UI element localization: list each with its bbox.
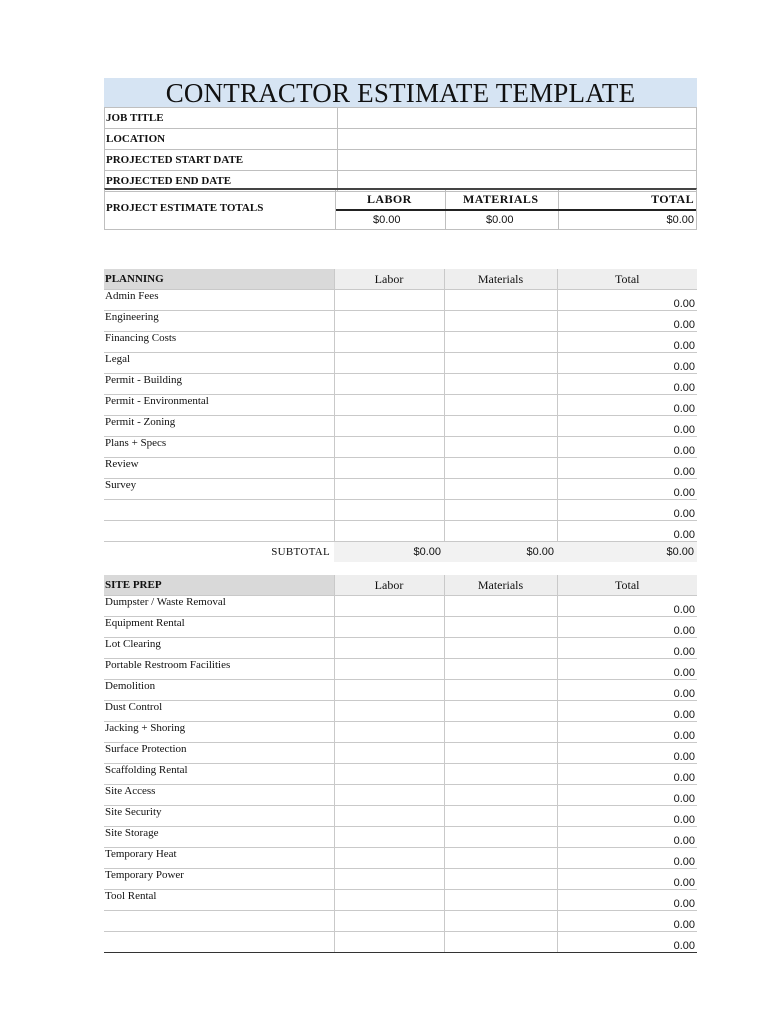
page-title: CONTRACTOR ESTIMATE TEMPLATE (104, 78, 697, 107)
labor-cell[interactable] (334, 617, 444, 638)
line-item-label[interactable]: Jacking + Shoring (104, 722, 334, 743)
labor-cell[interactable] (334, 869, 444, 890)
materials-cell[interactable] (444, 701, 557, 722)
table-row (104, 869, 697, 890)
table-row (104, 722, 697, 743)
info-label: JOB TITLE (105, 108, 338, 129)
total-cell: 0.00 (557, 680, 697, 701)
line-item-label[interactable]: Plans + Specs (104, 437, 334, 458)
table-row (104, 890, 697, 911)
labor-cell[interactable] (334, 911, 444, 932)
labor-cell[interactable] (334, 416, 444, 437)
table-row (104, 764, 697, 785)
table-row (104, 437, 697, 458)
column-header-labor: Labor (334, 269, 444, 290)
table-row (104, 596, 697, 617)
total-cell: 0.00 (557, 827, 697, 848)
totals-labor-value: $0.00 (373, 214, 401, 226)
table-row (104, 932, 697, 953)
labor-cell[interactable] (334, 827, 444, 848)
table-row (104, 617, 697, 638)
labor-cell[interactable] (334, 311, 444, 332)
table-row (104, 395, 697, 416)
materials-cell[interactable] (444, 353, 557, 374)
total-cell: 0.00 (557, 890, 697, 911)
total-cell: 0.00 (557, 743, 697, 764)
job-info-table (104, 107, 697, 192)
totals-header-underline (336, 209, 696, 211)
labor-cell[interactable] (334, 743, 444, 764)
labor-cell[interactable] (334, 680, 444, 701)
total-cell: 0.00 (557, 521, 697, 542)
info-label: PROJECTED END DATE (105, 171, 338, 192)
subtotal-labor: $0.00 (334, 542, 444, 563)
column-header-labor: Labor (334, 575, 444, 596)
column-header-materials: Materials (444, 575, 557, 596)
materials-cell[interactable] (444, 617, 557, 638)
labor-cell[interactable] (334, 353, 444, 374)
info-row-job-title (105, 108, 697, 129)
materials-cell[interactable] (444, 911, 557, 932)
line-item-label[interactable]: Survey (104, 479, 334, 500)
table-row (104, 290, 697, 311)
labor-cell[interactable] (334, 596, 444, 617)
materials-cell[interactable] (444, 500, 557, 521)
project-estimate-totals (104, 188, 697, 230)
total-cell: 0.00 (557, 479, 697, 500)
total-cell: 0.00 (557, 722, 697, 743)
subtotal-materials: $0.00 (444, 542, 557, 563)
materials-cell[interactable] (444, 680, 557, 701)
table-row (104, 701, 697, 722)
line-item-label[interactable]: Engineering (104, 311, 334, 332)
materials-cell[interactable] (444, 395, 557, 416)
total-cell: 0.00 (557, 638, 697, 659)
materials-cell[interactable] (444, 479, 557, 500)
total-cell: 0.00 (557, 617, 697, 638)
table-row (104, 311, 697, 332)
info-row-location (105, 129, 697, 150)
total-cell: 0.00 (557, 458, 697, 479)
table-row (104, 827, 697, 848)
line-item-label[interactable]: Site Security (104, 806, 334, 827)
line-item-label[interactable] (104, 932, 334, 953)
table-row (104, 374, 697, 395)
table-row (104, 659, 697, 680)
total-cell: 0.00 (557, 911, 697, 932)
materials-cell[interactable] (444, 869, 557, 890)
materials-cell[interactable] (444, 311, 557, 332)
labor-cell[interactable] (334, 437, 444, 458)
materials-cell[interactable] (444, 458, 557, 479)
planning-section (104, 269, 697, 562)
total-cell: 0.00 (557, 869, 697, 890)
section-header-row (104, 575, 697, 596)
location-field[interactable] (338, 129, 697, 150)
labor-cell[interactable] (334, 890, 444, 911)
table-row (104, 911, 697, 932)
materials-cell[interactable] (444, 722, 557, 743)
line-item-label[interactable]: Permit - Environmental (104, 395, 334, 416)
totals-materials-header: MATERIALS (463, 192, 539, 206)
section-header-row (104, 269, 697, 290)
line-item-label[interactable]: Dust Control (104, 701, 334, 722)
totals-materials-value: $0.00 (486, 214, 514, 226)
line-item-label[interactable]: Temporary Power (104, 869, 334, 890)
materials-cell[interactable] (444, 932, 557, 953)
labor-cell[interactable] (334, 500, 444, 521)
total-cell: 0.00 (557, 806, 697, 827)
labor-cell[interactable] (334, 932, 444, 953)
materials-cell[interactable] (444, 437, 557, 458)
materials-cell[interactable] (444, 596, 557, 617)
total-cell: 0.00 (557, 596, 697, 617)
labor-cell[interactable] (334, 638, 444, 659)
column-header-materials: Materials (444, 269, 557, 290)
labor-cell[interactable] (334, 479, 444, 500)
materials-cell[interactable] (444, 848, 557, 869)
totals-total-value: $0.00 (666, 214, 694, 226)
labor-cell[interactable] (334, 701, 444, 722)
labor-cell[interactable] (334, 764, 444, 785)
labor-cell[interactable] (334, 290, 444, 311)
table-row (104, 743, 697, 764)
line-item-label[interactable]: Legal (104, 353, 334, 374)
info-row-start-date (105, 150, 697, 171)
materials-cell[interactable] (444, 806, 557, 827)
materials-cell[interactable] (444, 827, 557, 848)
total-cell: 0.00 (557, 437, 697, 458)
total-cell: 0.00 (557, 290, 697, 311)
total-cell: 0.00 (557, 932, 697, 953)
totals-labor-header: LABOR (367, 192, 412, 206)
materials-cell[interactable] (444, 332, 557, 353)
materials-cell[interactable] (444, 785, 557, 806)
table-row (104, 521, 697, 542)
total-cell: 0.00 (557, 416, 697, 437)
total-cell: 0.00 (557, 701, 697, 722)
labor-cell[interactable] (334, 785, 444, 806)
column-header-total: Total (557, 269, 697, 290)
materials-cell[interactable] (444, 638, 557, 659)
total-cell: 0.00 (557, 848, 697, 869)
job-title-field[interactable] (338, 108, 697, 129)
subtotal-label: SUBTOTAL (104, 542, 334, 563)
total-cell: 0.00 (557, 311, 697, 332)
subtotal-row (104, 542, 697, 563)
info-label: LOCATION (105, 129, 338, 150)
table-row (104, 500, 697, 521)
table-row (104, 332, 697, 353)
totals-total-header: TOTAL (651, 192, 694, 206)
table-row (104, 416, 697, 437)
labor-cell[interactable] (334, 806, 444, 827)
site-prep-section (104, 575, 697, 953)
line-item-label[interactable]: Dumpster / Waste Removal (104, 596, 334, 617)
labor-cell[interactable] (334, 332, 444, 353)
line-item-label[interactable]: Lot Clearing (104, 638, 334, 659)
planning-rows (104, 290, 697, 542)
total-cell: 0.00 (557, 764, 697, 785)
table-row (104, 638, 697, 659)
labor-cell[interactable] (334, 395, 444, 416)
start-date-field[interactable] (338, 150, 697, 171)
total-cell: 0.00 (557, 500, 697, 521)
line-item-label[interactable]: Permit - Zoning (104, 416, 334, 437)
line-item-label[interactable]: Admin Fees (104, 290, 334, 311)
materials-cell[interactable] (444, 521, 557, 542)
labor-cell[interactable] (334, 374, 444, 395)
line-item-label[interactable]: Review (104, 458, 334, 479)
labor-cell[interactable] (334, 521, 444, 542)
line-item-label[interactable]: Portable Restroom Facilities (104, 659, 334, 680)
column-header-total: Total (557, 575, 697, 596)
materials-cell[interactable] (444, 374, 557, 395)
materials-cell[interactable] (444, 416, 557, 437)
materials-cell[interactable] (444, 290, 557, 311)
line-item-label[interactable]: Site Storage (104, 827, 334, 848)
table-row (104, 458, 697, 479)
line-item-label[interactable]: Permit - Building (104, 374, 334, 395)
labor-cell[interactable] (334, 848, 444, 869)
total-cell: 0.00 (557, 659, 697, 680)
materials-cell[interactable] (444, 659, 557, 680)
table-row (104, 785, 697, 806)
table-row (104, 680, 697, 701)
line-item-label[interactable]: Temporary Heat (104, 848, 334, 869)
total-cell: 0.00 (557, 785, 697, 806)
line-item-label[interactable]: Equipment Rental (104, 617, 334, 638)
subtotal-total: $0.00 (557, 542, 697, 563)
line-item-label[interactable] (104, 521, 334, 542)
info-label: PROJECTED START DATE (105, 150, 338, 171)
labor-cell[interactable] (334, 722, 444, 743)
total-cell: 0.00 (557, 332, 697, 353)
total-cell: 0.00 (557, 395, 697, 416)
section-title: PLANNING (104, 269, 334, 290)
labor-cell[interactable] (334, 458, 444, 479)
line-item-label[interactable]: Surface Protection (104, 743, 334, 764)
total-cell: 0.00 (557, 353, 697, 374)
site-prep-rows (104, 596, 697, 953)
line-item-label[interactable]: Demolition (104, 680, 334, 701)
total-cell: 0.00 (557, 374, 697, 395)
line-item-label[interactable]: Site Access (104, 785, 334, 806)
line-item-label[interactable]: Scaffolding Rental (104, 764, 334, 785)
line-item-label[interactable] (104, 500, 334, 521)
section-title: SITE PREP (104, 575, 334, 596)
table-row (104, 353, 697, 374)
line-item-label[interactable]: Tool Rental (104, 890, 334, 911)
table-row (104, 806, 697, 827)
line-item-label[interactable]: Financing Costs (104, 332, 334, 353)
totals-label: PROJECT ESTIMATE TOTALS (106, 202, 264, 214)
materials-cell[interactable] (444, 890, 557, 911)
materials-cell[interactable] (444, 764, 557, 785)
table-row (104, 848, 697, 869)
line-item-label[interactable] (104, 911, 334, 932)
labor-cell[interactable] (334, 659, 444, 680)
materials-cell[interactable] (444, 743, 557, 764)
table-row (104, 479, 697, 500)
